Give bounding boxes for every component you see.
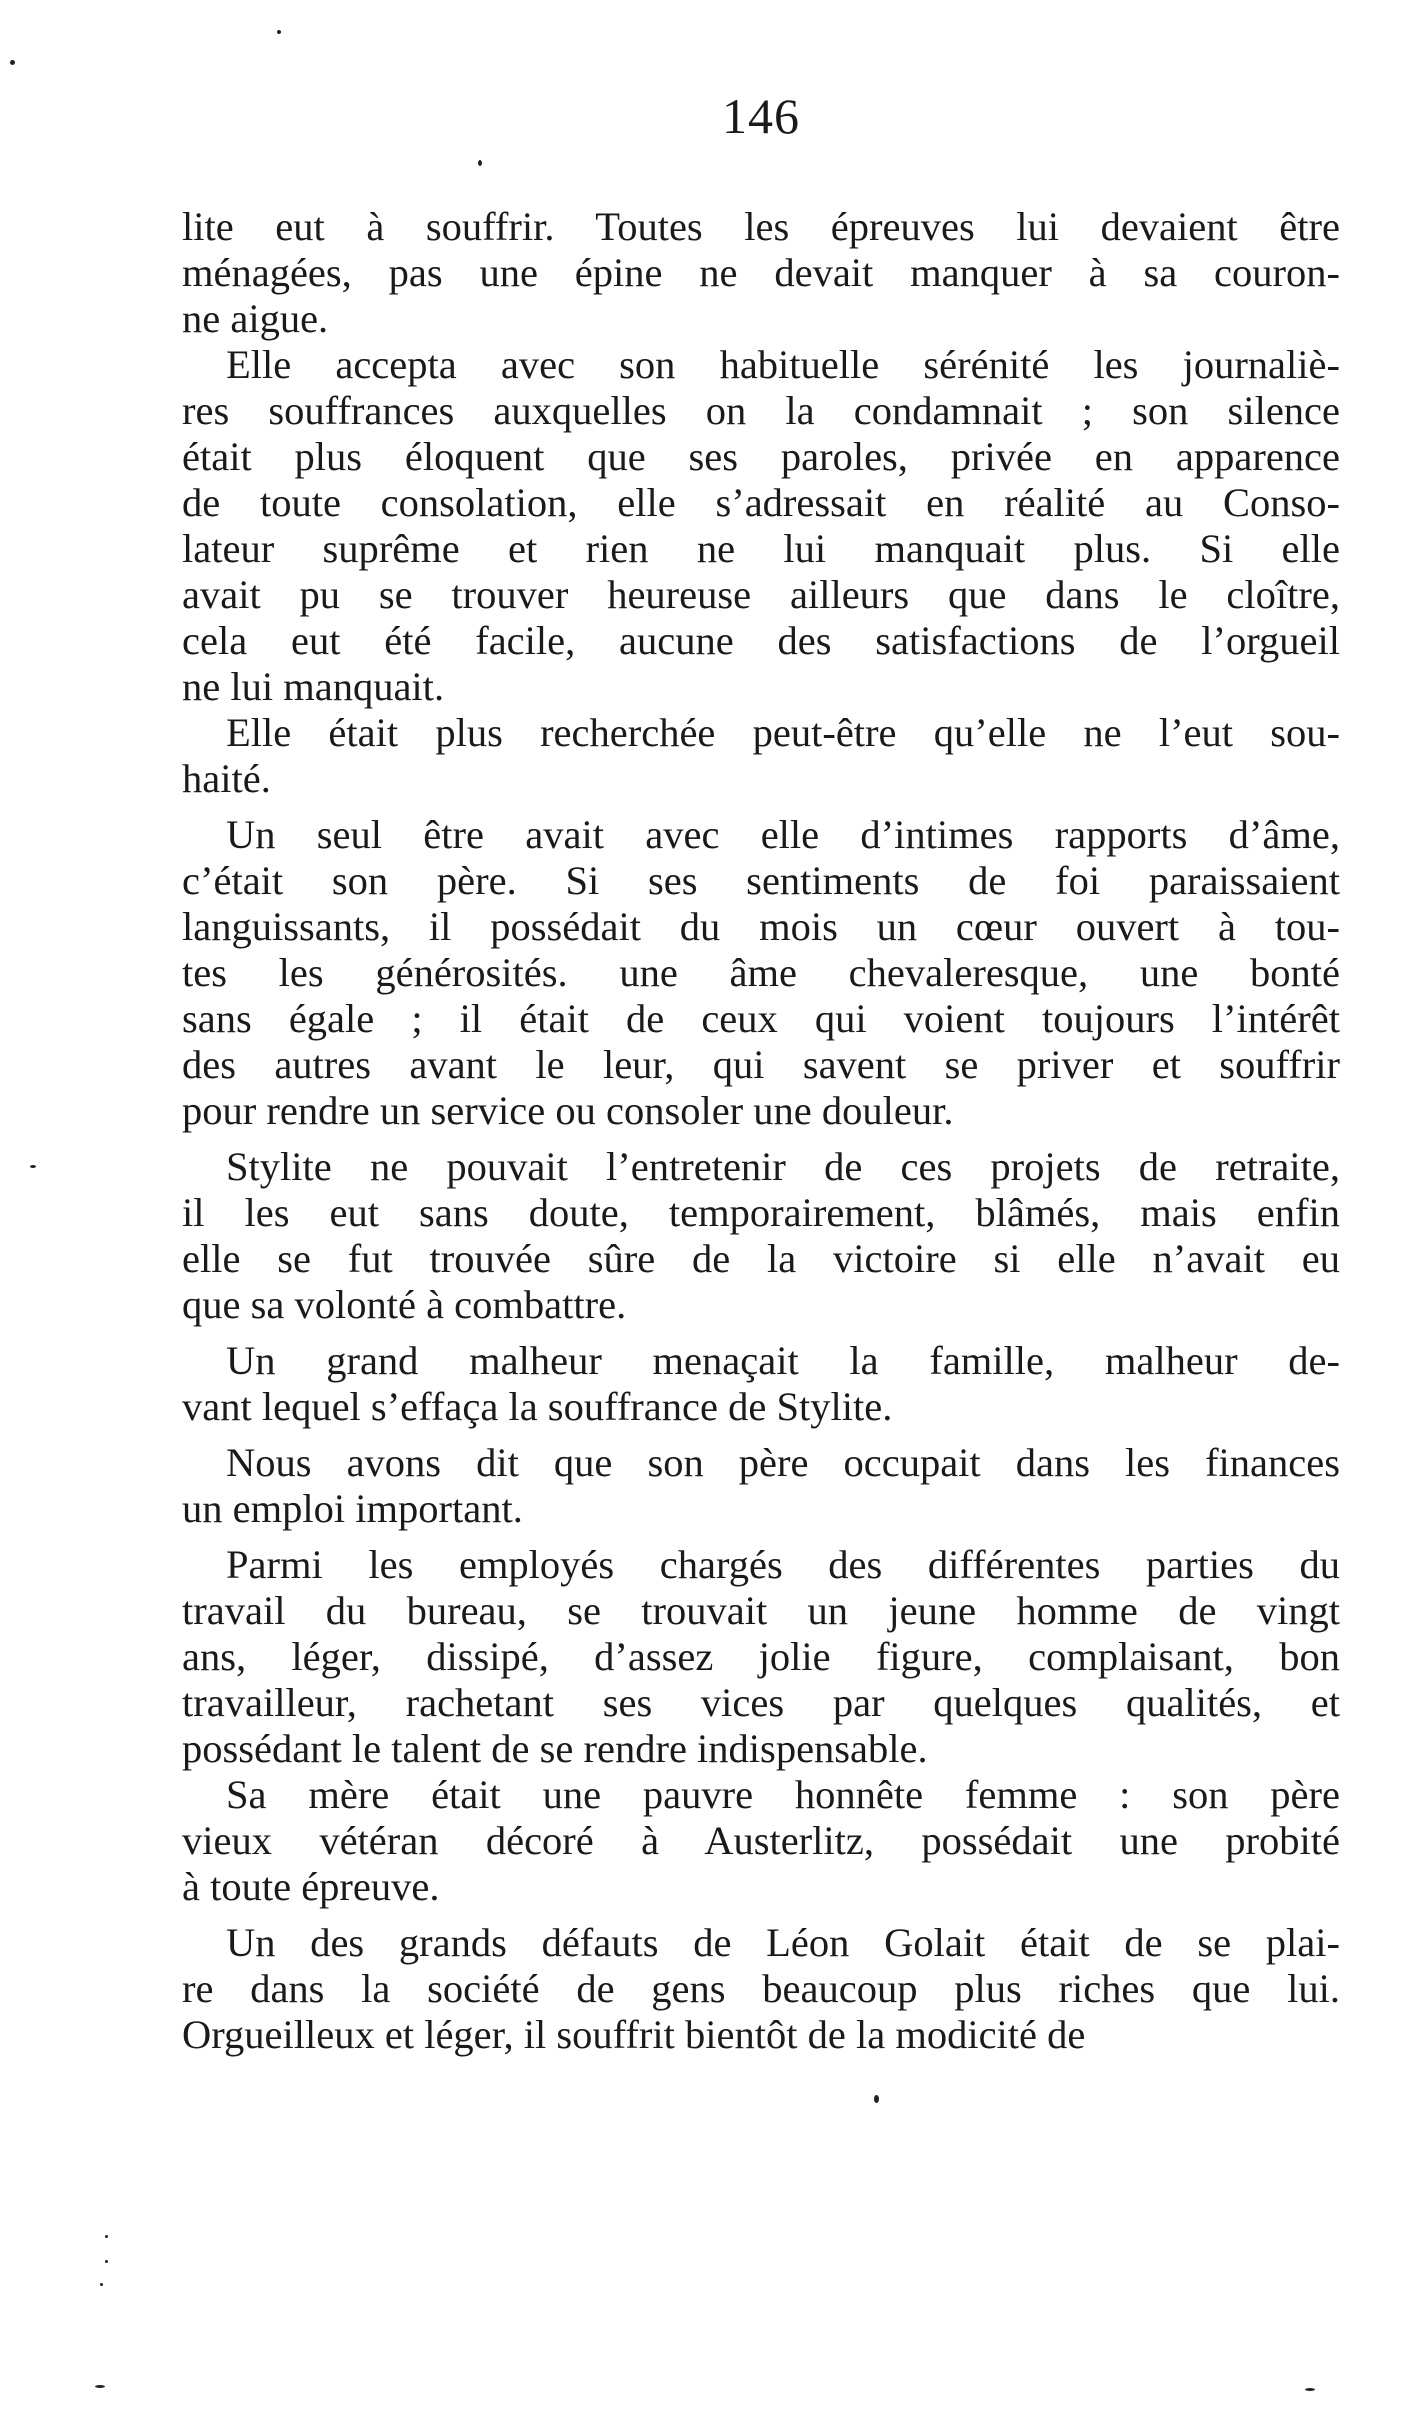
scan-speck: [277, 30, 281, 34]
text-line: travail du bureau, se trouvait un jeune homme de vingt: [182, 1588, 1340, 1633]
scan-speck: [105, 2235, 108, 2238]
text-line: Stylite ne pouvait l’entretenir de ces projets de retraite,: [226, 1144, 1340, 1189]
paragraph: [182, 1920, 1340, 2058]
text-line: Elle était plus recherchée peut-être qu’elle ne l’eut sou-: [226, 710, 1340, 755]
text-line: Un grand malheur menaçait la famille, malheur de-: [226, 1338, 1340, 1383]
text-line: de toute consolation, elle s’adressait en réalité au Conso-: [182, 480, 1340, 525]
text-line: haité.: [182, 756, 271, 801]
text-line: Un des grands défauts de Léon Golait était de se plai-: [226, 1920, 1340, 1965]
body-text: [182, 204, 1340, 2058]
scan-speck: [105, 2260, 108, 2263]
text-line: était plus éloquent que ses paroles, privée en apparence: [182, 434, 1340, 479]
text-line: pour rendre un service ou consoler une douleur.: [182, 1088, 954, 1133]
text-line: à toute épreuve.: [182, 1864, 440, 1909]
text-line: cela eut été facile, aucune des satisfactions de l’orgueil: [182, 618, 1340, 663]
text-line: c’était son père. Si ses sentiments de foi paraissaient: [182, 858, 1340, 903]
paragraph: [182, 1440, 1340, 1532]
text-line: ne aigue.: [182, 296, 329, 341]
paragraph: [182, 1542, 1340, 1772]
text-line: avait pu se trouver heureuse ailleurs que dans le cloître,: [182, 572, 1340, 617]
text-line: Un seul être avait avec elle d’intimes rapports d’âme,: [226, 812, 1340, 857]
scan-speck: [95, 2385, 105, 2388]
paragraph: [182, 1338, 1340, 1430]
paragraph: [182, 1772, 1340, 1910]
text-line: Nous avons dit que son père occupait dans les finances: [226, 1440, 1340, 1485]
text-line: ne lui manquait.: [182, 664, 445, 709]
paragraph: [182, 710, 1340, 802]
text-line: vant lequel s’effaça la souffrance de Stylite.: [182, 1384, 893, 1429]
text-line: res souffrances auxquelles on la condamnait ; son silence: [182, 388, 1340, 433]
paragraph: [182, 342, 1340, 710]
scan-speck: [10, 60, 15, 65]
scan-speck: [30, 1165, 36, 1168]
text-line: languissants, il possédait du mois un cœur ouvert à tou-: [182, 904, 1340, 949]
scan-speck: [1305, 2388, 1315, 2391]
scan-speck: [874, 2095, 879, 2103]
text-line: sans égale ; il était de ceux qui voient toujours l’intérêt: [182, 996, 1340, 1041]
paragraph: [182, 204, 1340, 342]
paragraph: [182, 1144, 1340, 1328]
text-line: ans, léger, dissipé, d’assez jolie figure, complaisant, bon: [182, 1634, 1340, 1679]
text-line: elle se fut trouvée sûre de la victoire si elle n’avait eu: [182, 1236, 1340, 1281]
text-line: ménagées, pas une épine ne devait manquer à sa couron-: [182, 250, 1340, 295]
page-number: 146: [722, 88, 800, 144]
text-line: que sa volonté à combattre.: [182, 1282, 627, 1327]
scan-speck: [100, 2283, 103, 2286]
text-line: Parmi les employés chargés des différentes parties du: [226, 1542, 1340, 1587]
text-line: des autres avant le leur, qui savent se priver et souffrir: [182, 1042, 1340, 1087]
text-line: un emploi important.: [182, 1486, 523, 1531]
book-page: [182, 0, 1340, 2416]
text-line: il les eut sans doute, temporairement, blâmés, mais enfin: [182, 1190, 1340, 1235]
scan-speck: [478, 160, 482, 166]
text-line: Sa mère était une pauvre honnête femme : son père: [226, 1772, 1340, 1817]
text-line: vieux vétéran décoré à Austerlitz, possédait une probité: [182, 1818, 1340, 1863]
text-line: travailleur, rachetant ses vices par quelques qualités, et: [182, 1680, 1340, 1725]
text-line: possédant le talent de se rendre indispensable.: [182, 1726, 928, 1771]
text-line: tes les générosités. une âme chevaleresque, une bonté: [182, 950, 1340, 995]
text-line: lateur suprême et rien ne lui manquait plus. Si elle: [182, 526, 1340, 571]
paragraph: [182, 812, 1340, 1134]
text-line: Elle accepta avec son habituelle sérénité les journaliè-: [226, 342, 1340, 387]
text-line: Orgueilleux et léger, il souffrit bientôt de la modicité de: [182, 2012, 1086, 2057]
text-line: re dans la société de gens beaucoup plus riches que lui.: [182, 1966, 1340, 2011]
text-line: lite eut à souffrir. Toutes les épreuves lui devaient être: [182, 204, 1340, 249]
